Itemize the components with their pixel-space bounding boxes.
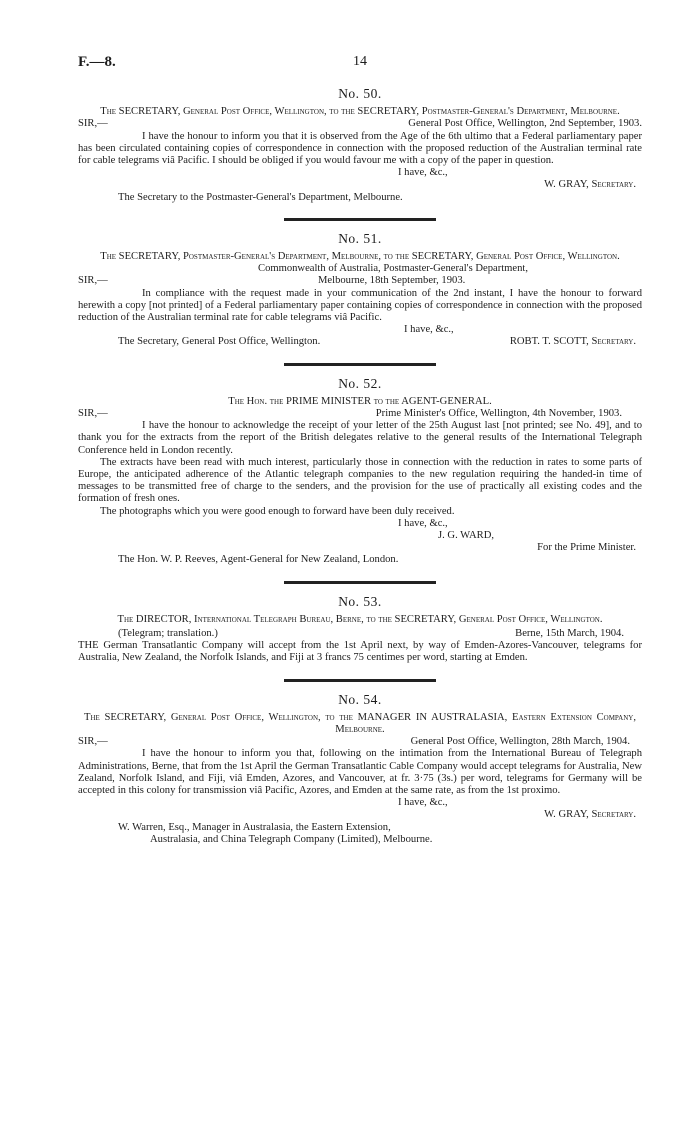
letter-number: No. 52. [338, 375, 382, 391]
letter-heading: The DIRECTOR, International Telegraph Bureau, Berne, to the SECRETARY, General Post Office, Wellington. [117, 613, 603, 625]
closing: I have, &c., [398, 797, 448, 809]
place-row [78, 263, 642, 275]
letter-number: No. 50. [338, 86, 382, 101]
closing: I have, &c., [398, 517, 448, 529]
telegram-note: (Telegram; translation.) [118, 628, 218, 640]
place-date: Melbourne, 18th September, 1903. [318, 275, 466, 287]
letter-number: No. 54. [338, 691, 382, 707]
salutation-row [78, 275, 642, 287]
letter-body: I have the honour to inform you that it is observed from the Age of the 6th ultimo that a Federal parliamentary paper has been circulated containing copies of correspondence in connection with the proposed reduction of the Australian terminal rate for cable telegrams viâ Pacific. I should be obliged if you would favour me with a copy of the paper in question. [78, 130, 642, 166]
section-divider [284, 363, 436, 366]
letter-50 [78, 88, 642, 221]
letter-number: No. 53. [338, 593, 382, 609]
letter-heading: The SECRETARY, Postmaster-General's Department, Melbourne, to the SECRETARY, General Post Office, Wellington. [100, 251, 620, 263]
salutation-row [78, 408, 642, 420]
salutation: SIR,— [78, 736, 108, 748]
closing-row [78, 324, 642, 336]
signature: W. GRAY, Secretary. [544, 809, 636, 821]
document-page [78, 56, 642, 846]
addressee: The Hon. W. P. Reeves, Agent-General for New Zealand, London. [118, 554, 399, 566]
letter-body: In compliance with the request made in your communication of the 2nd instant, I have the honour to forward herewith a copy [not printed] of a Federal parliamentary paper containing copies of correspondence in connection with the proposed reduction of the Australian terminal rate for cable telegrams viâ Pacific. [78, 287, 642, 323]
salutation: SIR,— [78, 407, 108, 419]
place-date: Prime Minister's Office, Wellington, 4th November, 1903. [375, 407, 622, 419]
place-date: General Post Office, Wellington, 2nd September, 1903. [408, 118, 642, 130]
letter-54 [78, 691, 642, 846]
telegram-body: THE German Transatlantic Company will accept from the 1st April next, by way of Emden-Azores-Vancouver, telegrams for Australia, New Zealand, the Norfolk Islands, and Fiji at 3 francs 75 centimes per word, starting at Emden. [78, 640, 642, 664]
letter-heading: The Hon. the PRIME MINISTER to the AGENT-GENERAL. [228, 395, 492, 407]
addressee: The Secretary to the Postmaster-General's Department, Melbourne. [118, 191, 403, 203]
place-date: Berne, 15th March, 1904. [515, 628, 624, 640]
addressee-row [78, 336, 642, 348]
section-divider [284, 218, 436, 221]
signature: W. GRAY, Secretary. [544, 179, 636, 191]
letter-number: No. 51. [338, 230, 382, 246]
closing: I have, &c., [398, 167, 448, 179]
letter-heading: The SECRETARY, General Post Office, Wellington, to the SECRETARY, Postmaster-General's Department, Melbourne. [100, 106, 620, 118]
signature: ROBT. T. SCOTT, Secretary. [509, 336, 636, 348]
salutation: SIR,— [78, 275, 108, 287]
addressee-line-2: Australasia, and China Telegraph Company (Limited), Melbourne. [150, 833, 433, 845]
place-line: Commonwealth of Australia, Postmaster-General's Department, [258, 263, 529, 275]
closing: I have, &c., [404, 324, 454, 336]
page-number: 14 [353, 54, 367, 69]
paper-reference: F.—8. [78, 54, 116, 70]
salutation: SIR,— [78, 118, 108, 130]
letter-51 [78, 230, 642, 366]
letter-body-paragraph-2: The extracts have been read with much interest, particularly those in connection with the reduction in rates to some parts of Europe, the anticipated adherence of the Atlantic telegraph companies to the new regulation requiring the handed-in time of messages to be transmitted free of charge to the senders, and the provision for the use of practically all existing codes and the formation of fresh ones. [78, 456, 642, 505]
addressee-line-1: W. Warren, Esq., Manager in Australasia, the Eastern Extension, [118, 821, 391, 833]
letter-body: I have the honour to inform you that, following on the intimation from the International Bureau of Telegraph Administrations, Berne, that from the 1st April the German Transatlantic Cable Company would accept telegrams for Australia, New Zealand, Norfolk Island, and Fiji, viâ Emden, Azores, and Vancouver, at fr. 3·75 (3s.) per word, telegrams for Germany will be accepted in this colony for transmission viâ Pacific, Azores, and Emden at the same rate, as from the 1st proximo. [78, 748, 642, 797]
salutation-row [78, 736, 642, 748]
signature: J. G. WARD, [438, 530, 495, 541]
running-header [78, 56, 642, 78]
section-divider [284, 581, 436, 584]
letter-52 [78, 375, 642, 584]
letter-body-paragraph-3: The photographs which you were good enough to forward have been duly received. [100, 505, 455, 517]
letter-53 [78, 593, 642, 682]
letter-body-paragraph-1: I have the honour to acknowledge the receipt of your letter of the 25th August last [not printed; see No. 49], and to thank you for the extracts from the report of the British delegates relative to the general results of the International Telegraph Conference held in London recently. [78, 420, 642, 456]
section-divider [284, 679, 436, 682]
addressee: The Secretary, General Post Office, Wellington. [118, 336, 321, 348]
place-date: General Post Office, Wellington, 28th March, 1904. [410, 736, 630, 748]
note-row [78, 628, 642, 640]
salutation-row [78, 118, 642, 130]
letter-heading: The SECRETARY, General Post Office, Wellington, to the MANAGER IN AUSTRALASIA, Eastern Extension Company, Melbourne. [84, 711, 636, 736]
signature-role: For the Prime Minister. [537, 542, 636, 554]
